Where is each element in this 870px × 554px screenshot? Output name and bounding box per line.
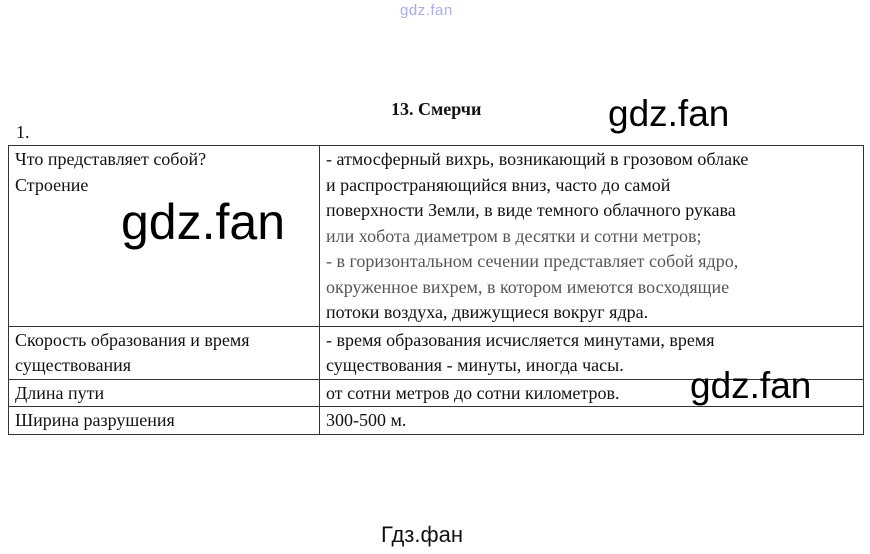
row-value-line: от сотни метров до сотни километров.	[326, 382, 620, 403]
watermark-large: gdz.fan	[690, 365, 812, 406]
row-value-line: - атмосферный вихрь, возникающий в грозовом облаке	[326, 149, 749, 169]
row-label-line: Скорость образования и время	[15, 329, 250, 350]
row-label-cell	[9, 407, 320, 435]
watermark-bottom: Гдз.фан	[381, 522, 463, 547]
row-value-line: существования - минуты, иногда часы.	[326, 355, 624, 375]
row-value-line: 300-500 м.	[326, 410, 407, 430]
watermark-large: gdz.fan	[121, 194, 286, 250]
row-value-line: - в горизонтальном сечении представляет собой ядро,	[326, 251, 739, 271]
row-value-line: - время образования исчисляется минутами, время	[326, 329, 715, 350]
row-value-line: потоки воздуха, движущиеся вокруг ядра.	[326, 302, 649, 322]
row-label-cell	[9, 326, 320, 379]
row-label-line: Что представляет собой?	[15, 149, 207, 169]
row-value-line: или хобота диаметром в десятки и сотни метров;	[326, 225, 702, 246]
row-value-line: и распространяющийся вниз, часто до самой	[326, 174, 671, 195]
row-label-line: существования	[15, 355, 132, 375]
row-label-line: Длина пути	[15, 382, 105, 403]
watermark-top: gdz.fan	[400, 2, 453, 19]
row-value-line: поверхности Земли, в виде темного облачного рукава	[326, 200, 736, 220]
row-value-cell	[320, 146, 864, 327]
table-row	[9, 407, 864, 435]
row-label-line: Ширина разрушения	[15, 410, 175, 430]
row-value-line: окруженное вихрем, в котором имеются восходящие	[326, 276, 730, 297]
row-label-line: Строение	[15, 174, 89, 195]
task-number: 1.	[16, 122, 30, 142]
watermark-large: gdz.fan	[608, 93, 730, 134]
row-label-cell	[9, 379, 320, 407]
section-title: 13. Смерчи	[391, 99, 482, 119]
row-value-cell	[320, 407, 864, 435]
